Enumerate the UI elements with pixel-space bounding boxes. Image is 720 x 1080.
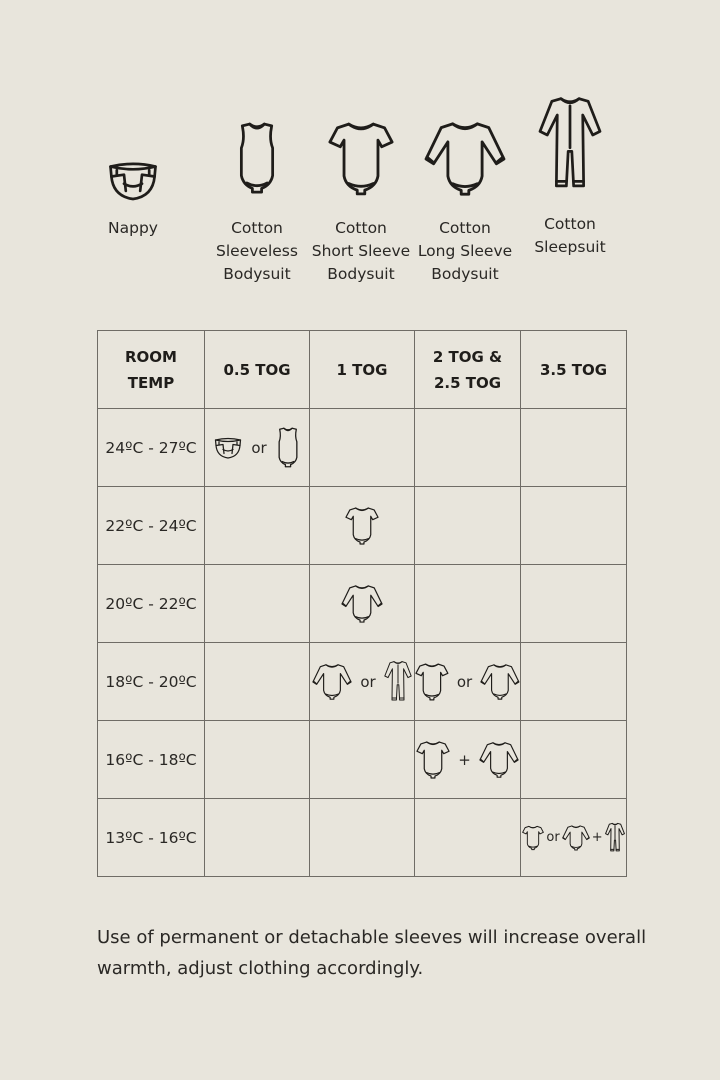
temp-cell: 20ºC - 22ºC [98,565,205,643]
header-3-5-tog: 3.5 TOG [521,331,627,409]
plus-label: + [458,750,471,769]
nappy-icon [213,434,243,462]
long-sleeve-bodysuit-icon [312,663,352,701]
tog-cell [415,565,521,643]
tog-cell [521,721,627,799]
header-1-tog: 1 TOG [310,331,415,409]
clothing-legend [100,95,630,305]
sleeveless-bodysuit-icon [234,121,280,197]
tog-cell [310,799,415,877]
temp-cell: 22ºC - 24ºC [98,487,205,565]
tog-cell [310,643,415,721]
legend-item-short-sleeve [306,95,416,286]
sleeveless-bodysuit-icon [275,427,301,469]
short-sleeve-bodysuit-icon [345,506,379,546]
legend-item-sleepsuit [515,95,625,259]
or-label: or [456,672,473,691]
table-row [98,487,627,565]
tog-cell [310,409,415,487]
tog-cell [310,487,415,565]
tog-cell [415,721,521,799]
temp-cell: 24ºC - 27ºC [98,409,205,487]
plus-label: + [591,830,603,845]
tog-cell [205,487,310,565]
legend-item-sleeveless [202,95,312,286]
short-sleeve-bodysuit-icon [328,121,394,197]
table-header-row [98,331,627,409]
temp-cell: 16ºC - 18ºC [98,721,205,799]
temp-cell: 13ºC - 16ºC [98,799,205,877]
table-row [98,565,627,643]
tog-cell [415,409,521,487]
header-0-5-tog: 0.5 TOG [205,331,310,409]
sleepsuit-icon [384,660,412,704]
temp-cell: 18ºC - 20ºC [98,643,205,721]
long-sleeve-bodysuit-icon [341,584,383,624]
long-sleeve-bodysuit-icon [562,824,590,852]
tog-cell [205,409,310,487]
nappy-icon [106,157,160,205]
long-sleeve-bodysuit-icon [480,663,520,701]
footnote: Use of permanent or detachable sleeves will increase overall warmth, adjust clothing accordingly. [97,927,647,979]
or-label: or [251,438,267,457]
long-sleeve-bodysuit-icon [424,121,506,197]
tog-cell [205,721,310,799]
tog-cell [415,487,521,565]
tog-cell [415,799,521,877]
legend-label-sleeveless: Cotton Sleeveless Bodysuit [216,219,298,283]
legend-item-nappy [78,95,188,240]
short-sleeve-bodysuit-icon [415,662,449,702]
or-label: or [546,830,560,845]
tog-cell [205,799,310,877]
table-row [98,643,627,721]
short-sleeve-bodysuit-icon [416,740,450,780]
tog-cell [205,565,310,643]
tog-cell [521,409,627,487]
short-sleeve-bodysuit-icon [522,824,544,852]
legend-label-short-sleeve: Cotton Short Sleeve Bodysuit [311,219,411,283]
header-room-temp: ROOM TEMP [98,331,205,409]
legend-item-long-sleeve [410,95,520,286]
tog-cell [415,643,521,721]
table-row [98,721,627,799]
tog-cell [521,565,627,643]
table-row [98,409,627,487]
tog-cell [521,643,627,721]
tog-cell [310,565,415,643]
long-sleeve-bodysuit-icon [479,741,519,779]
header-2-tog: 2 TOG & 2.5 TOG [415,331,521,409]
tog-cell [310,721,415,799]
sleepsuit-icon [605,822,625,854]
or-label: or [360,672,376,691]
tog-cell [205,643,310,721]
legend-label-nappy: Nappy [108,219,158,237]
legend-label-long-sleeve: Cotton Long Sleeve Bodysuit [417,219,513,283]
tog-cell [521,799,627,877]
table-row [98,799,627,877]
tog-cell [521,487,627,565]
sleepsuit-icon [537,95,603,195]
legend-label-sleepsuit: Cotton Sleepsuit [534,215,606,256]
tog-guide-table [97,330,627,877]
